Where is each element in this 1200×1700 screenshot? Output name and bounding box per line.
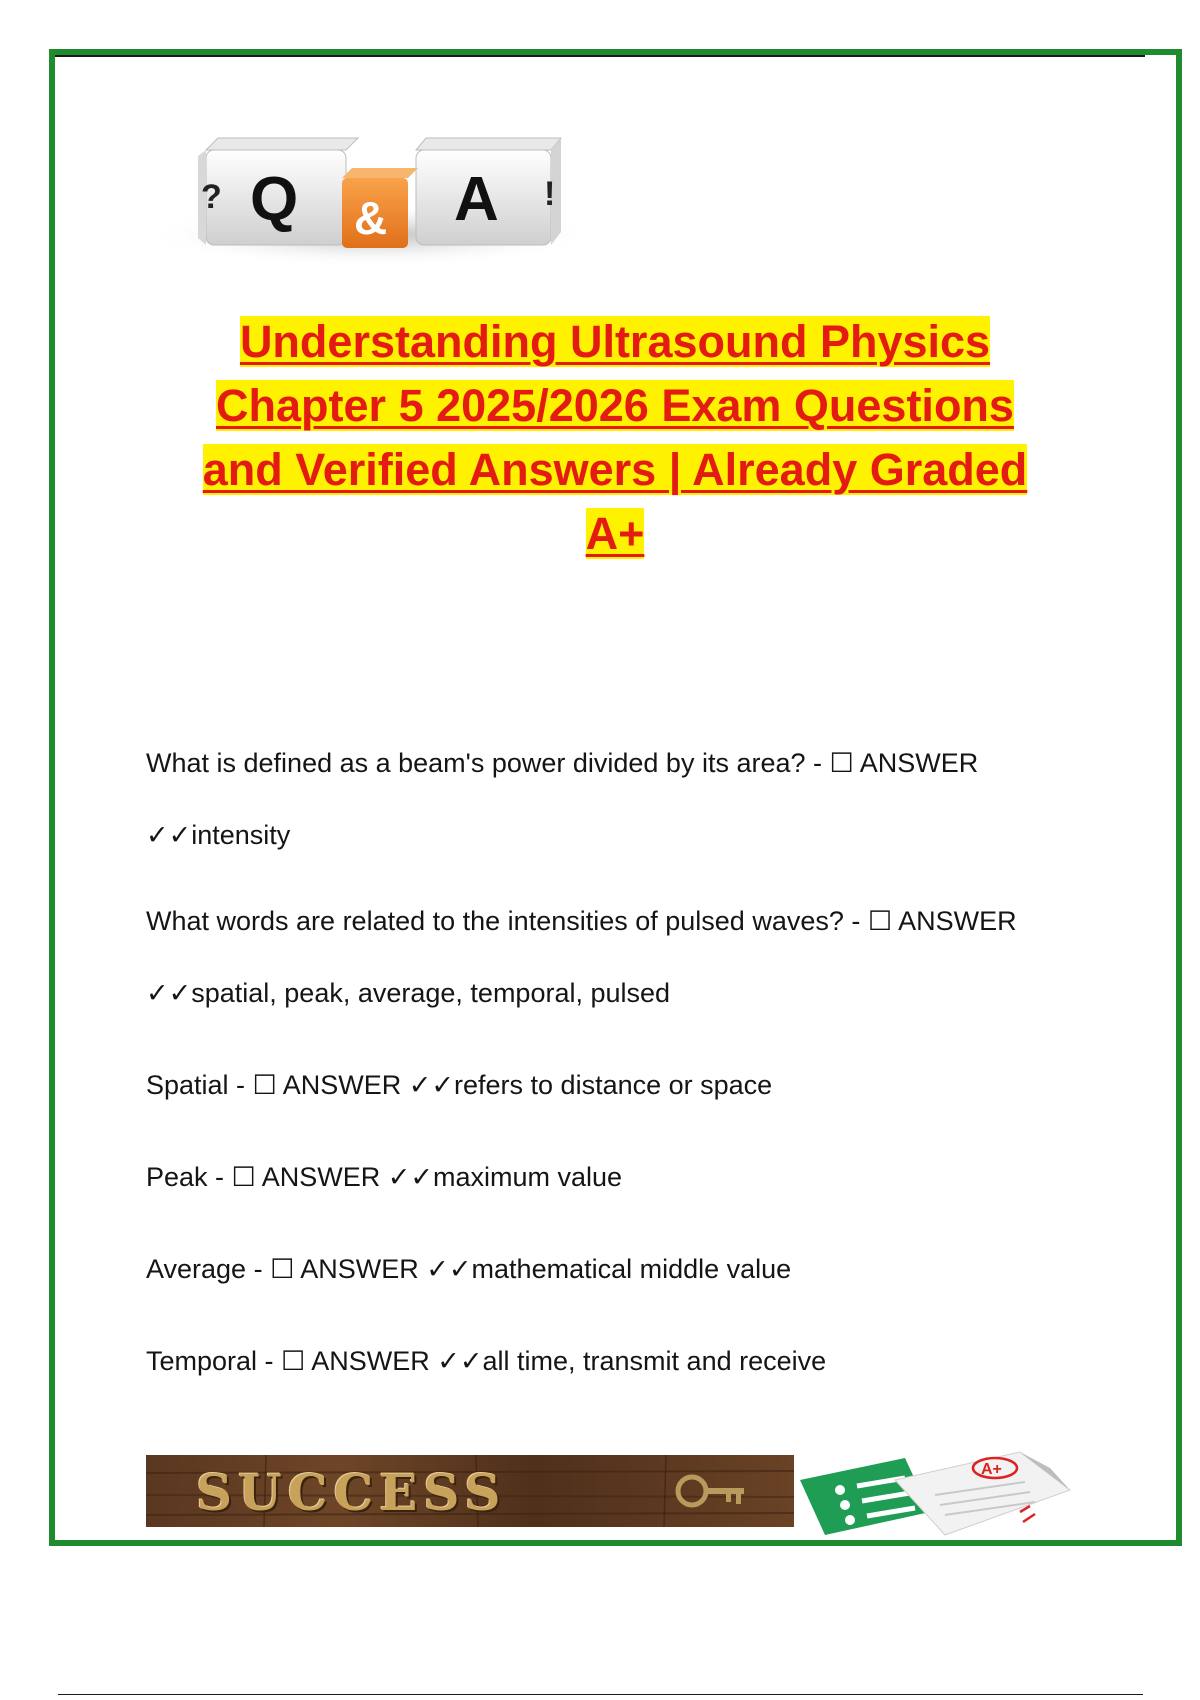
title-line-4: A+: [585, 508, 645, 559]
dice-a-letter: A: [454, 165, 499, 234]
document-title: [120, 310, 1110, 566]
success-text: SUCCESS: [196, 1463, 507, 1522]
title-line-2: Chapter 5 2025/2026 Exam Questions: [216, 380, 1014, 431]
qa-line: Temporal - ☐ ANSWER ✓✓all time, transmit and receive: [146, 1346, 827, 1376]
answer-text: ✓✓intensity: [146, 820, 291, 850]
qa-item: [146, 903, 1106, 1011]
answer-text: ✓✓spatial, peak, average, temporal, pulsed: [146, 978, 671, 1008]
dice-amp: &: [354, 192, 388, 244]
dice-left-mark: ?: [201, 178, 222, 216]
qa-list: [146, 745, 1106, 1379]
qa-line: Average - ☐ ANSWER ✓✓mathematical middle value: [146, 1254, 792, 1284]
question-text: What words are related to the intensities of pulsed waves? - ☐ ANSWER: [146, 906, 1017, 936]
qa-line: Peak - ☐ ANSWER ✓✓maximum value: [146, 1162, 623, 1192]
qa-line: Spatial - ☐ ANSWER ✓✓refers to distance or space: [146, 1070, 773, 1100]
graded-paper-graphic: [795, 1450, 1085, 1540]
grade-badge: A+: [981, 1461, 1002, 1478]
top-rule: [55, 55, 1145, 57]
qa-item: [146, 1343, 1106, 1379]
qa-dice-logo: [146, 130, 596, 275]
title-line-3: and Verified Answers | Already Graded: [202, 444, 1028, 495]
qa-item: [146, 745, 1106, 853]
bottom-rule: [58, 1694, 1143, 1695]
qa-item: [146, 1067, 1106, 1103]
amp-cube: [342, 168, 418, 248]
qa-item: [146, 1251, 1106, 1287]
dice-q-letter: Q: [250, 165, 299, 234]
graded-paper-icon: [895, 1452, 1070, 1535]
dice-right-mark: !: [544, 175, 556, 213]
title-line-1: Understanding Ultrasound Physics: [239, 316, 991, 367]
question-text: What is defined as a beam's power divided by its area? - ☐ ANSWER: [146, 748, 979, 778]
q-cube: [198, 138, 358, 245]
a-cube: [416, 138, 561, 245]
qa-item: [146, 1159, 1106, 1195]
success-banner: [146, 1455, 794, 1527]
